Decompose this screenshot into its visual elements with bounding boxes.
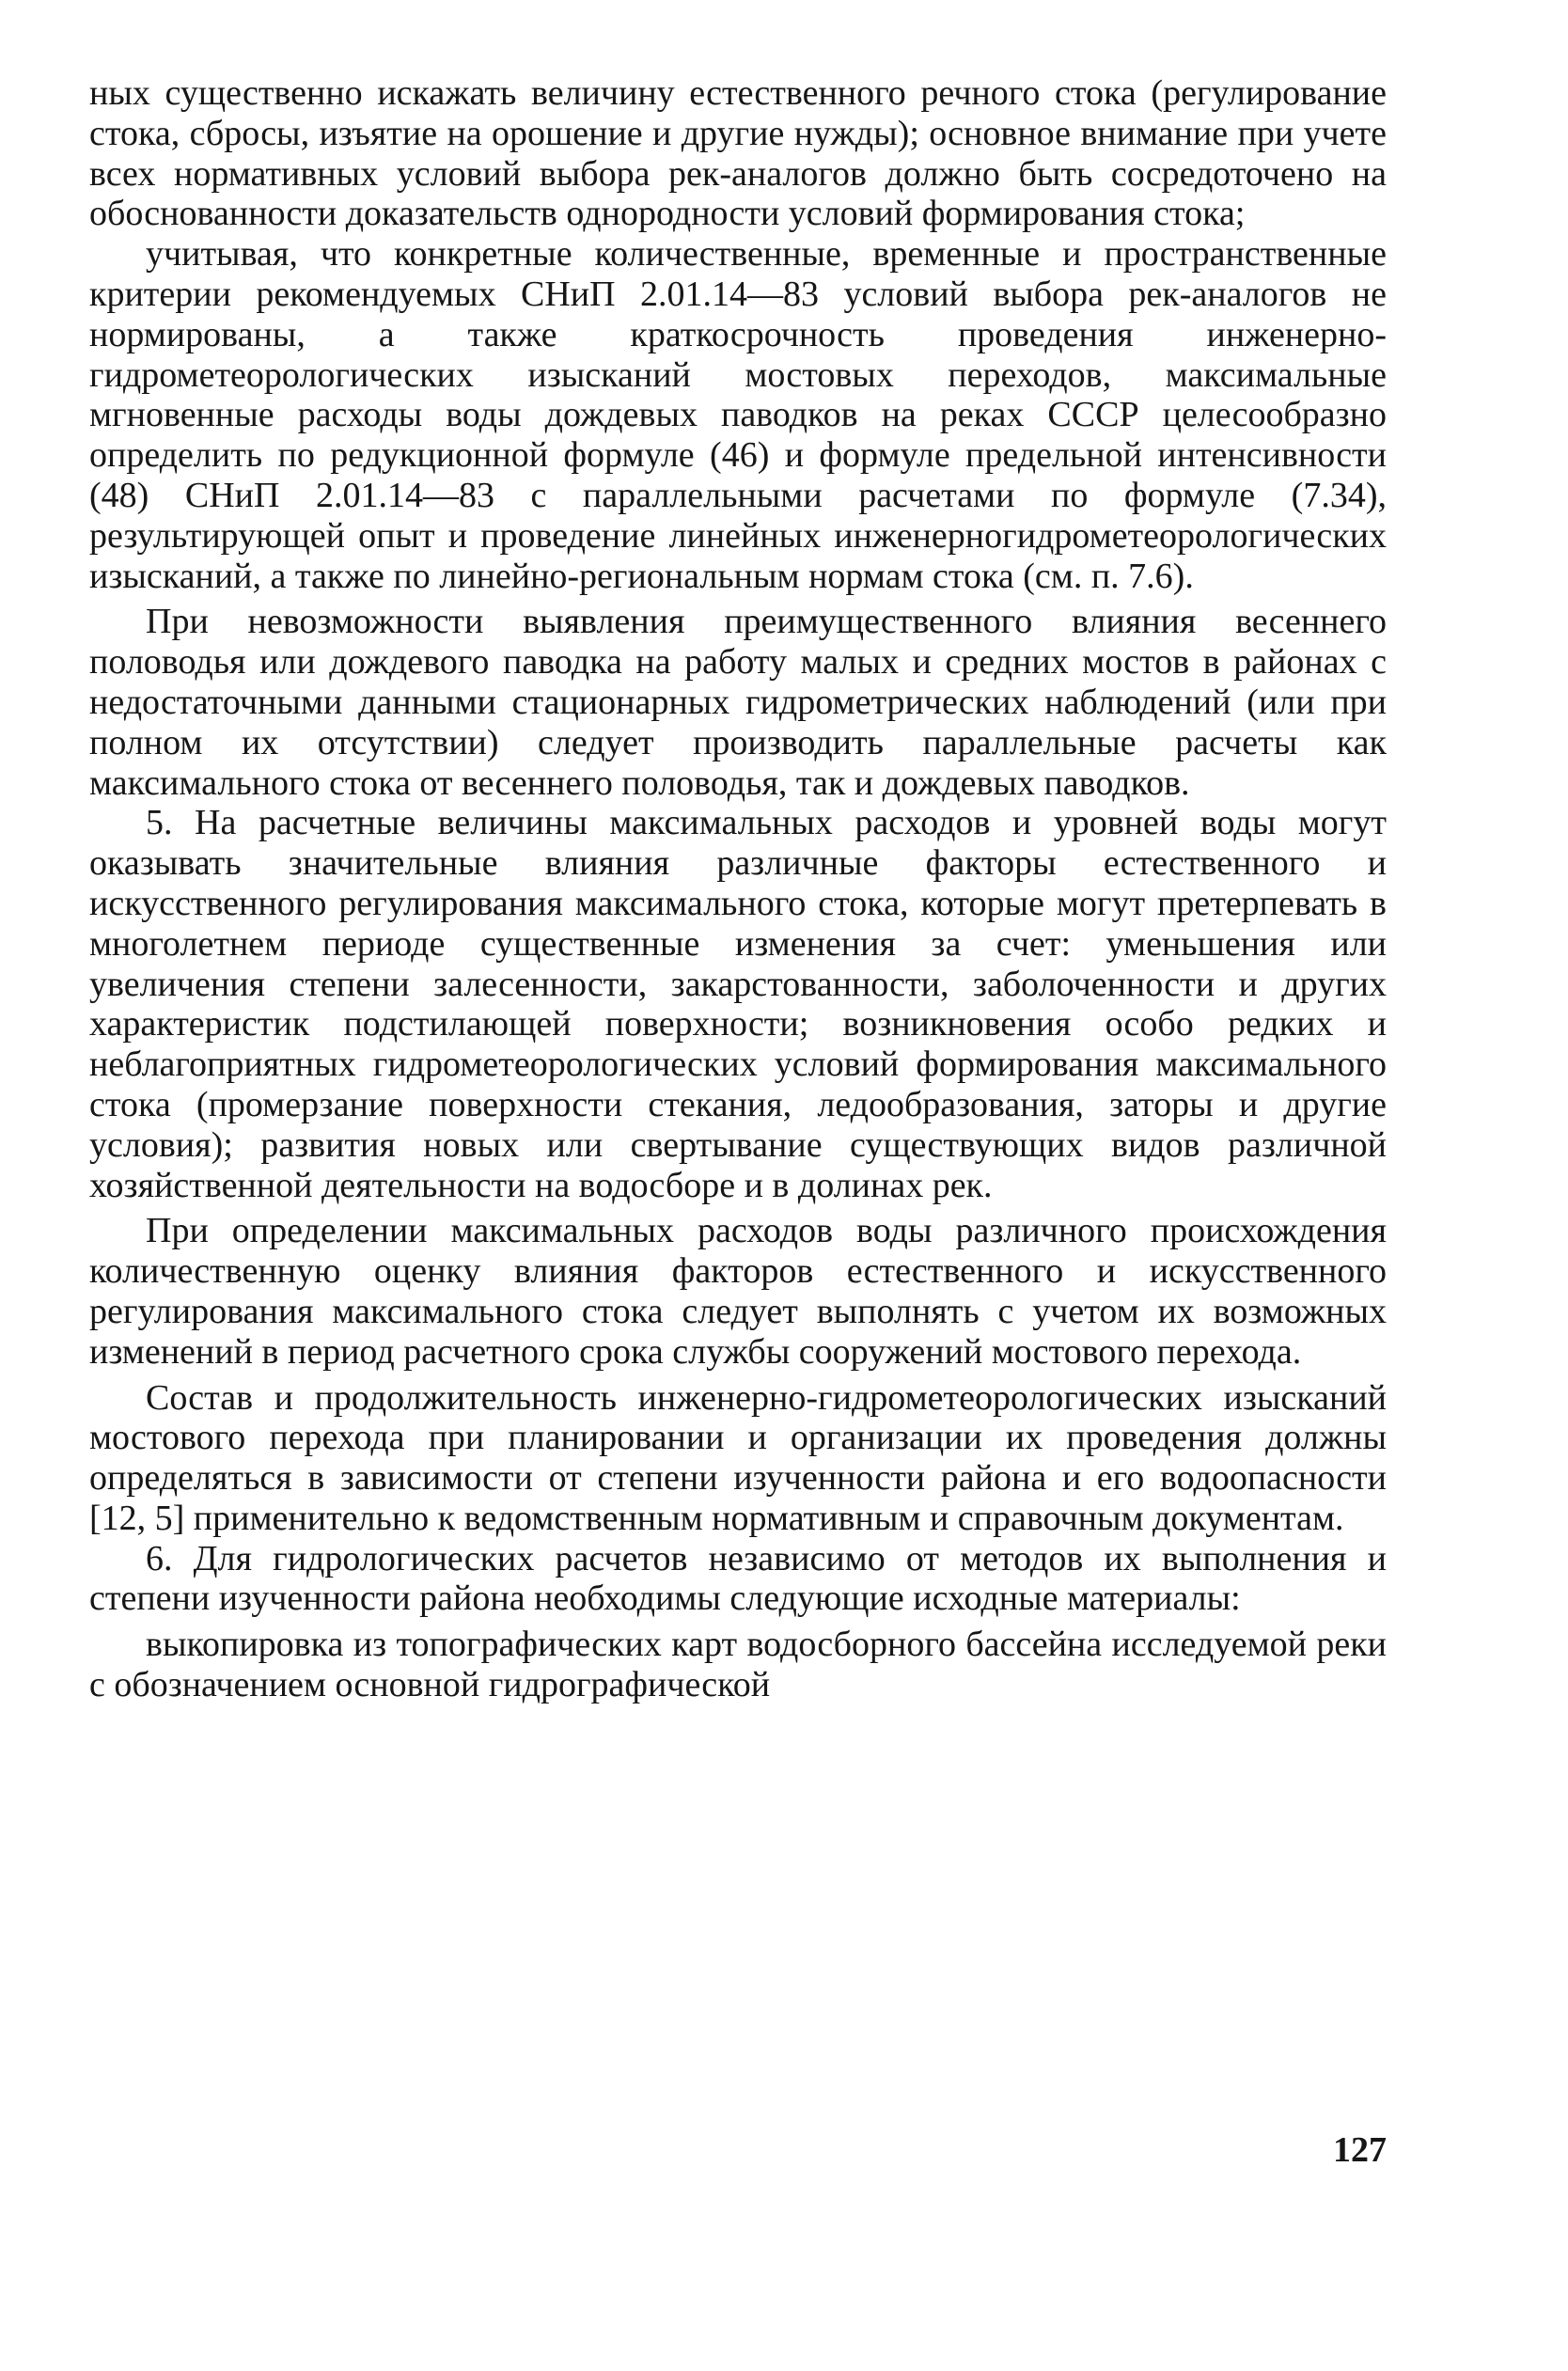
page-number: 127 xyxy=(1333,2130,1387,2170)
paragraph-5: При определении максимальных расходов воды различного происхождения количественную оценку влияния факторов естественного и искусственного регулирования максимального стока следует выполнять с учетом их возможных изменений в период расчетного срока службы сооружений мостового перехода. xyxy=(89,1211,1387,1372)
paragraph-3: При невозможности выявления преимущественного влияния весеннего половодья или дождевого паводка на работу малых и средних мостов в районах с недостаточными данными стационарных гидрометрических наблюдений (или при полном их отсутствии) следует производить параллельные расчеты как максимального стока от весеннего половодья, так и дождевых паводков. xyxy=(89,602,1387,803)
paragraph-4: 5. На расчетные величины максимальных расходов и уровней воды могут оказывать значительные влияния различные факторы естественного и искусственного регулирования максимального стока, которые могут претерпевать в многолетнем периоде существенные изменения за счет: уменьшения или увеличения степени залесенности, закарстованности, заболоченности и других характеристик подстилающей поверхности; возникновения особо редких и неблагоприятных гидрометеорологических условий формирования максимального стока (промерзание поверхности стекания, ледообразования, заторы и другие условия); развития новых или свертывание существующих видов различной хозяйственной деятельности на водосборе и в долинах рек. xyxy=(89,803,1387,1205)
paragraph-2: учитывая, что конкретные количественные, временные и пространственные критерии рекомендуемых СНиП 2.01.14—83 условий выбора рек-аналогов не нормированы, а также краткосрочность проведения инженерно-гидрометеорологических изысканий мостовых переходов, максимальные мгновенные расходы воды дождевых паводков на реках СССР целесообразно определить по редукционной формуле (46) и формуле предельной интенсивности (48) СНиП 2.01.14—83 с параллельными расчетами по формуле (7.34), результирующей опыт и проведение линейных инженерногидрометеорологических изысканий, а также по линейно-региональным нормам стока (см. п. 7.6). xyxy=(89,234,1387,596)
paragraph-1: ных существенно искажать величину естественного речного стока (регулирование стока, сбросы, изъятие на орошение и другие нужды); основное внимание при учете всех нормативных условий выбора рек-аналогов должно быть сосредоточено на обоснованности доказательств однородности условий формирования стока; xyxy=(89,73,1387,234)
paragraph-8: выкопировка из топографических карт водосборного бассейна исследуемой реки с обозначением основной гидрографической xyxy=(89,1625,1387,1705)
page-body xyxy=(89,73,1387,1705)
paragraph-6: Состав и продолжительность инженерно-гидрометеорологических изысканий мостового перехода при планировании и организации их проведения должны определяться в зависимости от степени изученности района и его водоопасности [12, 5] применительно к ведомственным нормативным и справочным документам. xyxy=(89,1377,1387,1538)
paragraph-7: 6. Для гидрологических расчетов независимо от методов их выполнения и степени изученности района необходимы следующие исходные материалы: xyxy=(89,1538,1387,1619)
